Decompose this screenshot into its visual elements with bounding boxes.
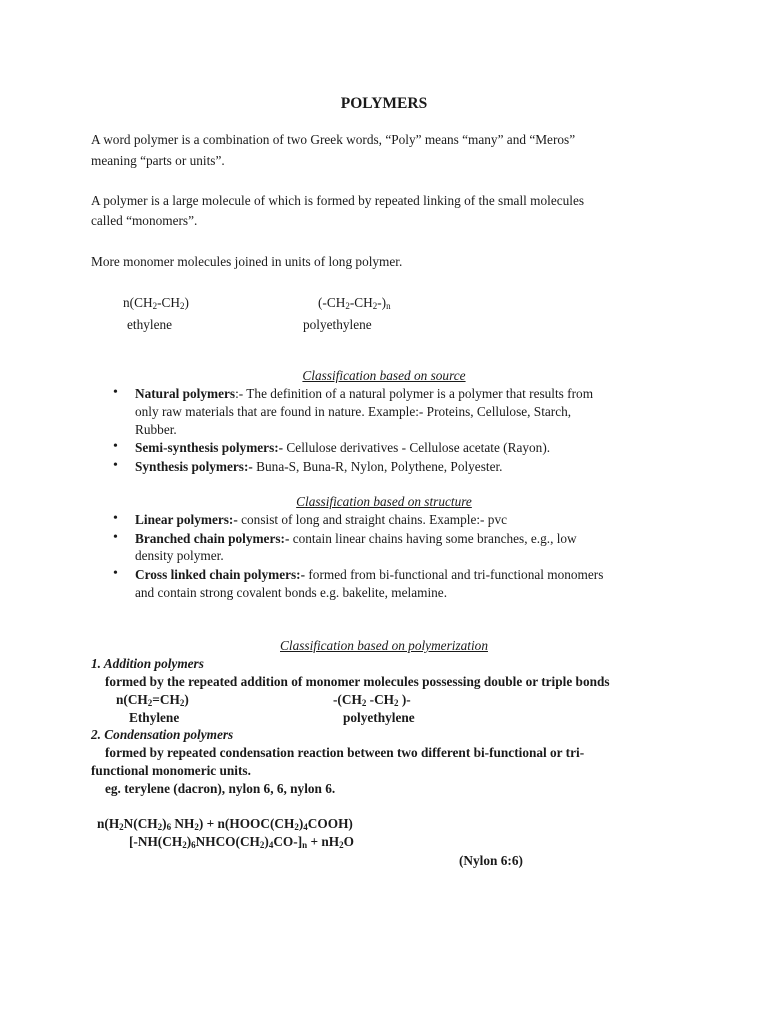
condensation-example: eg. terylene (dacron), nylon 6, 6, nylon 6.	[105, 781, 336, 796]
addition-polymers-desc: formed by the repeated addition of monomer molecules possessing double or triple bonds	[105, 674, 610, 689]
intro-paragraph-3: More monomer molecules joined in units of long polymer.	[91, 254, 403, 269]
cross-linked-line-1	[135, 566, 603, 584]
bullet-icon: •	[113, 530, 118, 545]
polymerization-heading: Classification based on polymerization	[280, 638, 488, 653]
ethylene-label: ethylene	[127, 317, 173, 332]
synthesis-text: Buna-S, Buna-R, Nylon, Polythene, Polyester.	[252, 459, 503, 474]
synthesis-term: Synthesis polymers:-	[135, 459, 253, 474]
nylon-product-equation: $[-NH(CH_2)_6NHCO(CH_2)_4CO-]_n + nH_2O$	[129, 834, 354, 850]
source-heading: Classification based on source	[302, 368, 466, 383]
structure-heading: Classification based on structure	[296, 494, 472, 509]
natural-polymers-term: Natural polymers	[135, 386, 236, 401]
ethylene-formula: $n(CH_2-CH_2)$	[123, 295, 189, 311]
condensation-desc-line-1: formed by repeated condensation reaction between two different bi-functional or tri-	[105, 745, 585, 760]
bullet-icon: •	[113, 458, 118, 473]
intro-paragraph-1-line-2: meaning “parts or units”.	[91, 153, 225, 168]
addition-polymer-label: polyethylene	[343, 710, 415, 725]
natural-polymers-line-1	[135, 385, 593, 403]
cross-linked-term: Cross linked chain polymers:-	[135, 567, 306, 582]
cross-linked-line-2: and contain strong covalent bonds e.g. bakelite, melamine.	[135, 585, 448, 600]
condensation-desc-line-2: functional monomeric units.	[91, 763, 251, 778]
condensation-polymers-title: 2. Condensation polymers	[91, 727, 234, 742]
bullet-icon: •	[113, 566, 118, 581]
bullet-icon: •	[113, 439, 118, 454]
linear-polymers-term: Linear polymers:-	[135, 512, 238, 527]
intro-paragraph-2-line-1: A polymer is a large molecule of which is formed by repeated linking of the small molecules	[91, 193, 585, 208]
bullet-icon: •	[113, 511, 118, 526]
page-title: POLYMERS	[340, 95, 428, 112]
addition-monomer-formula: $n(CH_2=CH_2)$	[116, 692, 189, 708]
natural-polymers-text: :- The definition of a natural polymer is a polymer that results from	[235, 386, 594, 401]
branched-chain-term: Branched chain polymers:-	[135, 531, 290, 546]
nylon-product-label: (Nylon 6:6)	[459, 853, 523, 868]
natural-polymers-line-2: only raw materials that are found in nature. Example:- Proteins, Cellulose, Starch,	[135, 404, 572, 419]
synthesis-polymers	[135, 458, 503, 476]
branched-chain-text: contain linear chains having some branches, e.g., low	[289, 531, 577, 546]
linear-polymers	[135, 511, 507, 529]
intro-paragraph-1-line-1: A word polymer is a combination of two Greek words, “Poly” means “many” and “Meros”	[91, 132, 576, 147]
semi-synthesis-polymers	[135, 439, 550, 457]
addition-monomer-label: Ethylene	[129, 710, 180, 725]
addition-polymer-formula: $-(CH_2$ $-CH_2$ )-	[333, 692, 411, 708]
polyethylene-label: polyethylene	[303, 317, 372, 332]
natural-polymers-line-3: Rubber.	[135, 422, 177, 437]
semi-synthesis-term: Semi-synthesis polymers:-	[135, 440, 284, 455]
bullet-icon: •	[113, 385, 118, 400]
intro-paragraph-2-line-2: called “monomers”.	[91, 213, 198, 228]
branched-chain-line-2: density polymer.	[135, 548, 224, 563]
linear-polymers-text: consist of long and straight chains. Example:- pvc	[237, 512, 508, 527]
semi-synthesis-text: Cellulose derivatives - Cellulose acetate (Rayon).	[283, 440, 551, 455]
polyethylene-formula: $(-CH_2-CH_2-)_n$	[318, 295, 391, 311]
nylon-reactants-equation: $n(H_2N(CH_2)_6$ $NH_2$) + $n(HOOC(CH_2)_4COOH)$	[97, 816, 353, 832]
addition-polymers-title: 1. Addition polymers	[91, 656, 204, 671]
cross-linked-text: formed from bi-functional and tri-functional monomers	[305, 567, 604, 582]
branched-chain-line-1	[135, 530, 577, 548]
